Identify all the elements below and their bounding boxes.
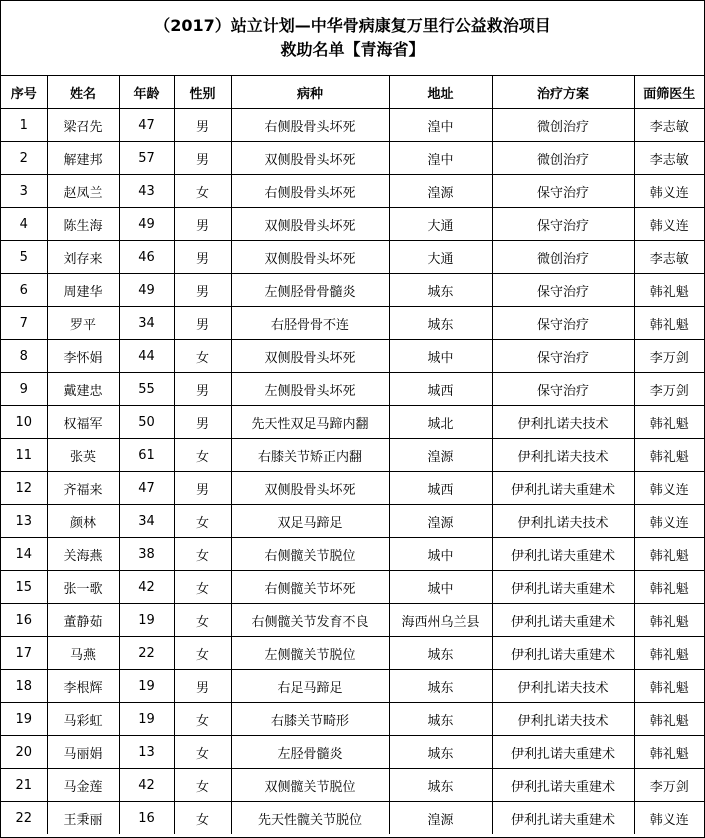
cell-treatment: 保守治疗 (492, 274, 634, 307)
col-header-address: 地址 (389, 76, 492, 109)
cell-doctor: 韩义连 (634, 505, 704, 538)
cell-gender: 女 (174, 505, 231, 538)
cell-name: 赵凤兰 (47, 175, 119, 208)
cell-treatment: 伊利扎诺夫技术 (492, 406, 634, 439)
cell-doctor: 韩义连 (634, 472, 704, 505)
cell-address: 城东 (389, 769, 492, 802)
title-block (1, 1, 704, 76)
cell-age: 46 (119, 241, 174, 274)
cell-age: 44 (119, 340, 174, 373)
cell-age: 50 (119, 406, 174, 439)
cell-disease: 左胫骨髓炎 (231, 736, 389, 769)
cell-index: 3 (1, 175, 47, 208)
title-line-2: 救助名单【青海省】 (280, 40, 425, 59)
cell-doctor: 韩礼魁 (634, 406, 704, 439)
cell-treatment: 微创治疗 (492, 241, 634, 274)
cell-address: 城西 (389, 472, 492, 505)
cell-index: 2 (1, 142, 47, 175)
cell-age: 49 (119, 208, 174, 241)
cell-name: 李怀娟 (47, 340, 119, 373)
cell-gender: 男 (174, 208, 231, 241)
cell-gender: 女 (174, 571, 231, 604)
cell-doctor: 李万剑 (634, 373, 704, 406)
cell-name: 颜林 (47, 505, 119, 538)
cell-disease: 右侧股骨头坏死 (231, 109, 389, 142)
cell-doctor: 韩义连 (634, 208, 704, 241)
cell-address: 湟中 (389, 142, 492, 175)
cell-age: 55 (119, 373, 174, 406)
cell-disease: 右足马蹄足 (231, 670, 389, 703)
cell-index: 9 (1, 373, 47, 406)
cell-treatment: 伊利扎诺夫重建术 (492, 802, 634, 835)
cell-doctor: 韩义连 (634, 175, 704, 208)
cell-gender: 男 (174, 109, 231, 142)
cell-name: 张英 (47, 439, 119, 472)
cell-doctor: 李万剑 (634, 769, 704, 802)
cell-index: 20 (1, 736, 47, 769)
cell-disease: 右膝关节畸形 (231, 703, 389, 736)
cell-gender: 女 (174, 802, 231, 835)
cell-disease: 双侧髋关节脱位 (231, 769, 389, 802)
cell-gender: 男 (174, 241, 231, 274)
cell-disease: 双侧股骨头坏死 (231, 472, 389, 505)
table-row (1, 175, 704, 208)
cell-name: 王秉丽 (47, 802, 119, 835)
cell-disease: 先天性髋关节脱位 (231, 802, 389, 835)
cell-address: 城东 (389, 307, 492, 340)
cell-treatment: 伊利扎诺夫重建术 (492, 472, 634, 505)
cell-index: 21 (1, 769, 47, 802)
col-header-age: 年龄 (119, 76, 174, 109)
cell-age: 57 (119, 142, 174, 175)
cell-address: 湟源 (389, 505, 492, 538)
cell-name: 陈生海 (47, 208, 119, 241)
cell-address: 城东 (389, 637, 492, 670)
cell-gender: 女 (174, 736, 231, 769)
rescue-list-table (1, 76, 704, 834)
cell-address: 城东 (389, 736, 492, 769)
table-row (1, 571, 704, 604)
cell-disease: 左侧股骨头坏死 (231, 373, 389, 406)
cell-gender: 女 (174, 538, 231, 571)
table-row (1, 439, 704, 472)
cell-disease: 左侧胫骨骨髓炎 (231, 274, 389, 307)
cell-treatment: 保守治疗 (492, 175, 634, 208)
cell-treatment: 保守治疗 (492, 307, 634, 340)
cell-index: 5 (1, 241, 47, 274)
cell-doctor: 李志敏 (634, 109, 704, 142)
table-row (1, 472, 704, 505)
cell-age: 43 (119, 175, 174, 208)
cell-index: 18 (1, 670, 47, 703)
cell-gender: 女 (174, 637, 231, 670)
cell-age: 19 (119, 670, 174, 703)
cell-name: 马彩虹 (47, 703, 119, 736)
cell-treatment: 保守治疗 (492, 208, 634, 241)
cell-name: 解建邦 (47, 142, 119, 175)
col-header-disease: 病种 (231, 76, 389, 109)
cell-index: 22 (1, 802, 47, 835)
cell-disease: 双侧股骨头坏死 (231, 208, 389, 241)
cell-index: 6 (1, 274, 47, 307)
cell-disease: 右侧髋关节坏死 (231, 571, 389, 604)
table-row (1, 538, 704, 571)
cell-doctor: 韩礼魁 (634, 307, 704, 340)
table-row (1, 736, 704, 769)
table-body (1, 109, 704, 835)
cell-age: 19 (119, 703, 174, 736)
cell-index: 16 (1, 604, 47, 637)
cell-treatment: 微创治疗 (492, 109, 634, 142)
cell-doctor: 韩礼魁 (634, 736, 704, 769)
cell-name: 罗平 (47, 307, 119, 340)
cell-gender: 男 (174, 406, 231, 439)
table-row (1, 802, 704, 835)
table-row (1, 373, 704, 406)
table-row (1, 703, 704, 736)
cell-age: 16 (119, 802, 174, 835)
col-header-doctor: 面筛医生 (634, 76, 704, 109)
cell-treatment: 保守治疗 (492, 373, 634, 406)
table-row (1, 109, 704, 142)
table-row (1, 241, 704, 274)
cell-doctor: 韩礼魁 (634, 439, 704, 472)
cell-name: 马燕 (47, 637, 119, 670)
cell-treatment: 伊利扎诺夫重建术 (492, 736, 634, 769)
cell-age: 42 (119, 571, 174, 604)
cell-address: 城中 (389, 340, 492, 373)
cell-name: 戴建忠 (47, 373, 119, 406)
cell-index: 8 (1, 340, 47, 373)
cell-treatment: 伊利扎诺夫重建术 (492, 637, 634, 670)
cell-address: 湟中 (389, 109, 492, 142)
table-row (1, 406, 704, 439)
cell-address: 城东 (389, 274, 492, 307)
table-header-row (1, 76, 704, 109)
cell-address: 湟源 (389, 802, 492, 835)
cell-name: 刘存来 (47, 241, 119, 274)
cell-address: 湟源 (389, 439, 492, 472)
cell-index: 1 (1, 109, 47, 142)
cell-gender: 女 (174, 703, 231, 736)
cell-doctor: 李志敏 (634, 142, 704, 175)
cell-disease: 左侧髋关节脱位 (231, 637, 389, 670)
cell-age: 22 (119, 637, 174, 670)
table-row (1, 274, 704, 307)
cell-address: 城东 (389, 670, 492, 703)
cell-index: 13 (1, 505, 47, 538)
table-row (1, 142, 704, 175)
cell-address: 湟源 (389, 175, 492, 208)
cell-disease: 双侧股骨头坏死 (231, 142, 389, 175)
table-row (1, 637, 704, 670)
cell-age: 49 (119, 274, 174, 307)
cell-age: 47 (119, 472, 174, 505)
cell-doctor: 韩礼魁 (634, 604, 704, 637)
cell-index: 19 (1, 703, 47, 736)
cell-address: 海西州乌兰县 (389, 604, 492, 637)
cell-doctor: 韩礼魁 (634, 637, 704, 670)
cell-age: 61 (119, 439, 174, 472)
cell-doctor: 李万剑 (634, 340, 704, 373)
cell-treatment: 伊利扎诺夫重建术 (492, 571, 634, 604)
table-row (1, 769, 704, 802)
cell-gender: 女 (174, 175, 231, 208)
table-row (1, 670, 704, 703)
cell-doctor: 韩礼魁 (634, 571, 704, 604)
col-header-name: 姓名 (47, 76, 119, 109)
cell-name: 周建华 (47, 274, 119, 307)
cell-name: 李根辉 (47, 670, 119, 703)
cell-name: 马丽娟 (47, 736, 119, 769)
table-row (1, 340, 704, 373)
cell-age: 38 (119, 538, 174, 571)
cell-gender: 男 (174, 274, 231, 307)
cell-treatment: 伊利扎诺夫技术 (492, 505, 634, 538)
cell-age: 34 (119, 307, 174, 340)
cell-gender: 男 (174, 472, 231, 505)
cell-address: 城东 (389, 703, 492, 736)
table-row (1, 307, 704, 340)
cell-treatment: 保守治疗 (492, 340, 634, 373)
cell-disease: 右胫骨骨不连 (231, 307, 389, 340)
cell-gender: 男 (174, 373, 231, 406)
cell-address: 城中 (389, 538, 492, 571)
cell-index: 17 (1, 637, 47, 670)
cell-treatment: 伊利扎诺夫技术 (492, 439, 634, 472)
cell-index: 15 (1, 571, 47, 604)
cell-address: 城北 (389, 406, 492, 439)
cell-doctor: 韩礼魁 (634, 670, 704, 703)
cell-age: 42 (119, 769, 174, 802)
col-header-gender: 性别 (174, 76, 231, 109)
cell-disease: 右膝关节矫正内翻 (231, 439, 389, 472)
cell-name: 齐福来 (47, 472, 119, 505)
cell-doctor: 韩礼魁 (634, 538, 704, 571)
cell-gender: 女 (174, 340, 231, 373)
cell-index: 4 (1, 208, 47, 241)
cell-doctor: 李志敏 (634, 241, 704, 274)
cell-disease: 右侧髋关节发育不良 (231, 604, 389, 637)
cell-disease: 先天性双足马蹄内翻 (231, 406, 389, 439)
cell-index: 12 (1, 472, 47, 505)
table-row (1, 505, 704, 538)
cell-doctor: 韩礼魁 (634, 703, 704, 736)
cell-index: 14 (1, 538, 47, 571)
cell-age: 47 (119, 109, 174, 142)
cell-address: 大通 (389, 208, 492, 241)
cell-disease: 右侧髋关节脱位 (231, 538, 389, 571)
cell-gender: 女 (174, 769, 231, 802)
cell-name: 张一歌 (47, 571, 119, 604)
cell-treatment: 伊利扎诺夫技术 (492, 703, 634, 736)
cell-disease: 双足马蹄足 (231, 505, 389, 538)
cell-name: 关海燕 (47, 538, 119, 571)
cell-age: 34 (119, 505, 174, 538)
cell-gender: 男 (174, 307, 231, 340)
cell-treatment: 伊利扎诺夫技术 (492, 670, 634, 703)
cell-disease: 双侧股骨头坏死 (231, 340, 389, 373)
cell-name: 权福军 (47, 406, 119, 439)
cell-treatment: 微创治疗 (492, 142, 634, 175)
title-line-1: （2017）站立计划—中华骨病康复万里行公益救治项目 (154, 16, 551, 35)
cell-treatment: 伊利扎诺夫重建术 (492, 538, 634, 571)
cell-gender: 男 (174, 142, 231, 175)
cell-treatment: 伊利扎诺夫重建术 (492, 604, 634, 637)
cell-disease: 右侧股骨头坏死 (231, 175, 389, 208)
cell-doctor: 韩义连 (634, 802, 704, 835)
cell-address: 城西 (389, 373, 492, 406)
cell-address: 城中 (389, 571, 492, 604)
cell-age: 19 (119, 604, 174, 637)
col-header-index: 序号 (1, 76, 47, 109)
cell-disease: 双侧股骨头坏死 (231, 241, 389, 274)
cell-index: 10 (1, 406, 47, 439)
cell-treatment: 伊利扎诺夫重建术 (492, 769, 634, 802)
cell-doctor: 韩礼魁 (634, 274, 704, 307)
cell-gender: 女 (174, 604, 231, 637)
cell-age: 13 (119, 736, 174, 769)
cell-address: 大通 (389, 241, 492, 274)
cell-name: 梁召先 (47, 109, 119, 142)
table-row (1, 604, 704, 637)
table-row (1, 208, 704, 241)
col-header-treatment: 治疗方案 (492, 76, 634, 109)
cell-name: 董静茹 (47, 604, 119, 637)
cell-gender: 女 (174, 439, 231, 472)
cell-name: 马金莲 (47, 769, 119, 802)
cell-index: 11 (1, 439, 47, 472)
cell-index: 7 (1, 307, 47, 340)
cell-gender: 男 (174, 670, 231, 703)
